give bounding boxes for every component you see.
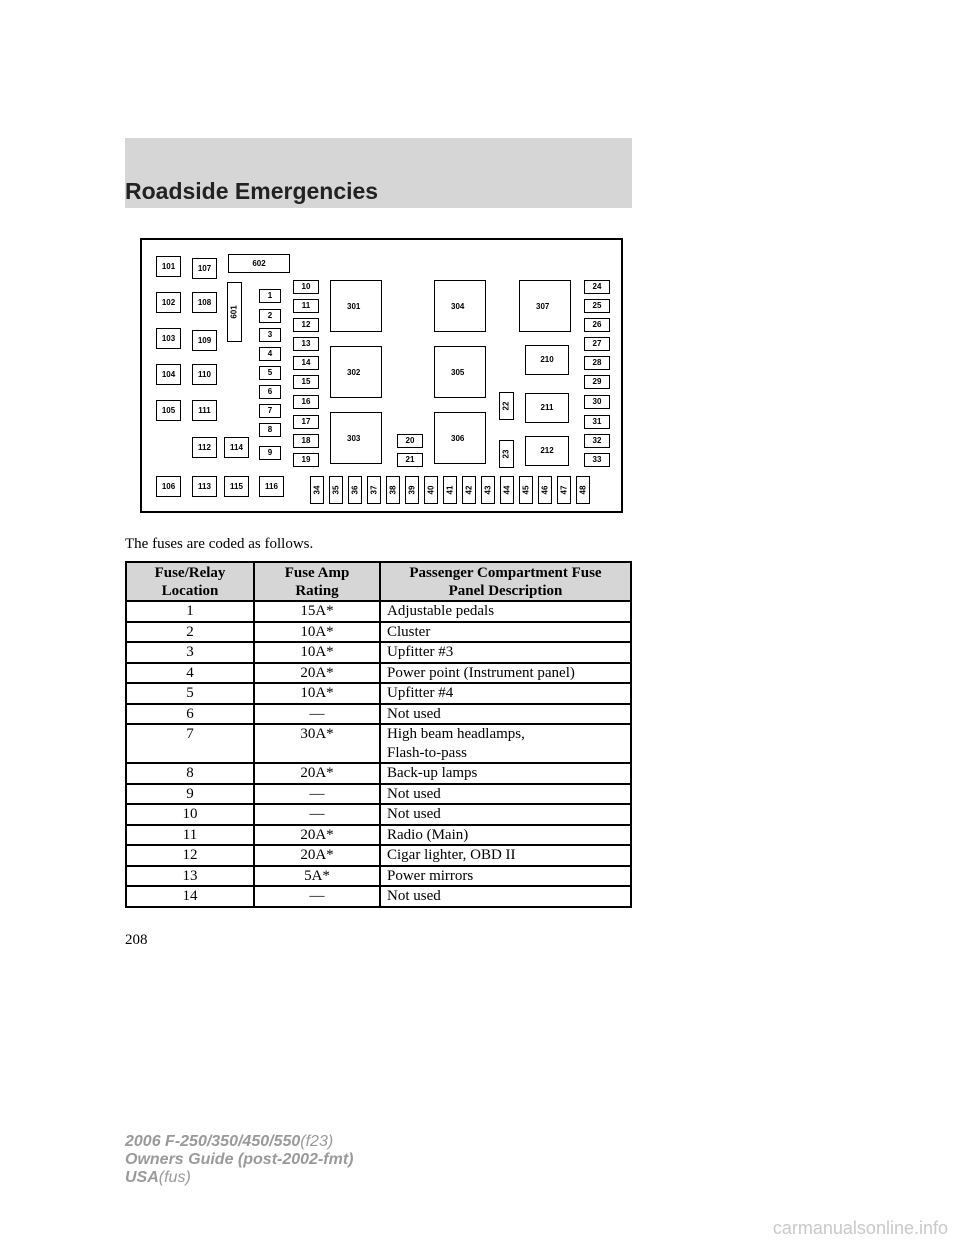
fuse-48 (576, 476, 590, 504)
fuse-3 (259, 328, 281, 342)
fuse-label: 38 (388, 485, 397, 495)
fuse-label: 37 (369, 485, 378, 495)
fuse-label: 16 (301, 397, 311, 406)
table-row (126, 642, 631, 663)
fuse-label: 110 (198, 369, 211, 379)
cell-description: Adjustable pedals (380, 601, 631, 622)
cell-location: 5 (126, 683, 254, 704)
fuse-label: 17 (301, 417, 311, 426)
fuse-44 (500, 476, 514, 504)
fuse-28 (584, 356, 610, 370)
fuse-20 (397, 434, 423, 448)
fuse-label: 108 (197, 297, 212, 307)
fuse-label: 23 (501, 449, 511, 459)
fuse-label: 104 (161, 369, 176, 379)
fuse-label: 116 (265, 481, 278, 491)
cell-location: 1 (126, 601, 254, 622)
fuse-label: 21 (405, 455, 415, 464)
fuse-label: 29 (592, 377, 602, 386)
fuse-10 (293, 280, 319, 294)
fuse-210 (525, 345, 569, 375)
fuse-31 (584, 415, 610, 429)
cell-rating: 15A* (254, 601, 380, 622)
fuse-104 (156, 364, 181, 385)
fuse-304 (434, 280, 486, 332)
cell-description: Not used (380, 784, 631, 805)
cell-description: Power point (Instrument panel) (380, 663, 631, 684)
fuse-4 (259, 347, 281, 361)
table-row (126, 845, 631, 866)
cell-rating: 20A* (254, 763, 380, 784)
cell-location: 10 (126, 804, 254, 825)
fuse-42 (462, 476, 476, 504)
cell-location: 12 (126, 845, 254, 866)
table-row (126, 663, 631, 684)
footer-market: USA (125, 1169, 159, 1186)
fuse-17 (293, 415, 319, 429)
cell-rating: 10A* (254, 642, 380, 663)
footer-model: 2006 F-250/350/450/550 (125, 1133, 301, 1150)
cell-rating: — (254, 704, 380, 725)
fuse-106 (156, 476, 181, 497)
fuse-label: 301 (347, 302, 361, 311)
fuse-label: 107 (197, 263, 212, 273)
fuse-43 (481, 476, 495, 504)
fuse-label: 302 (347, 368, 361, 377)
fuse-panel-diagram (140, 238, 623, 513)
fuse-label: 212 (540, 446, 554, 455)
fuse-302 (330, 346, 382, 398)
table-row (126, 784, 631, 805)
fuse-label: 9 (267, 448, 273, 457)
fuse-11 (293, 299, 319, 313)
fuse-label: 33 (592, 455, 602, 464)
fuse-16 (293, 395, 319, 409)
fuse-112 (192, 437, 217, 458)
footer (125, 1133, 353, 1187)
fuse-label: 211 (540, 403, 554, 412)
fuse-5 (259, 366, 281, 380)
fuse-108 (192, 292, 217, 313)
fuse-601 (227, 282, 242, 342)
table-row (126, 866, 631, 887)
fuse-label: 43 (483, 485, 492, 495)
fuse-label: 106 (161, 481, 176, 491)
fuse-113 (192, 476, 217, 497)
fuse-label: 3 (267, 330, 273, 339)
fuse-45 (519, 476, 533, 504)
fuse-label: 45 (521, 485, 530, 495)
fuse-label: 48 (578, 485, 587, 495)
fuse-301 (330, 280, 382, 332)
fuse-14 (293, 356, 319, 370)
fuse-label: 20 (405, 436, 415, 445)
cell-description: Not used (380, 804, 631, 825)
fuse-label: 25 (592, 301, 602, 310)
fuse-211 (525, 393, 569, 423)
fuse-305 (434, 346, 486, 398)
footer-model-code: (f23) (300, 1133, 334, 1150)
fuse-23 (499, 440, 514, 468)
fuse-114 (224, 437, 249, 458)
table-row (126, 825, 631, 846)
fuse-30 (584, 395, 610, 409)
fuse-label: 35 (331, 485, 340, 495)
fuse-12 (293, 318, 319, 332)
table-header-row (126, 562, 631, 601)
fuse-label: 1 (267, 291, 273, 300)
header-rating: Fuse Amp Rating (254, 562, 380, 601)
cell-rating: 20A* (254, 845, 380, 866)
fuse-22 (499, 392, 514, 420)
fuse-102 (156, 292, 181, 313)
fuse-8 (259, 423, 281, 437)
fuse-label: 101 (161, 261, 176, 271)
fuse-label: 4 (267, 349, 273, 358)
fuse-label: 32 (592, 436, 602, 445)
fuse-label: 24 (592, 282, 602, 291)
page-number: 208 (125, 932, 148, 948)
fuse-6 (259, 385, 281, 399)
cell-rating: 10A* (254, 622, 380, 643)
cell-rating: 10A* (254, 683, 380, 704)
fuse-105 (156, 400, 181, 421)
fuse-36 (348, 476, 362, 504)
cell-location: 3 (126, 642, 254, 663)
fuse-label: 46 (540, 485, 549, 495)
fuse-label: 30 (592, 397, 602, 406)
fuse-19 (293, 453, 319, 467)
cell-location: 6 (126, 704, 254, 725)
cell-description: High beam headlamps, Flash-to-pass (380, 724, 631, 763)
fuse-101 (156, 256, 181, 277)
fuse-32 (584, 434, 610, 448)
fuse-33 (584, 453, 610, 467)
cell-description: Back-up lamps (380, 763, 631, 784)
fuse-label: 5 (267, 368, 273, 377)
fuse-label: 12 (301, 320, 311, 329)
fuse-label: 26 (592, 320, 602, 329)
fuse-label: 40 (426, 485, 435, 495)
fuse-label: 6 (267, 387, 273, 396)
cell-rating: 20A* (254, 663, 380, 684)
fuse-7 (259, 404, 281, 418)
fuse-9 (259, 446, 281, 460)
cell-rating: 20A* (254, 825, 380, 846)
fuse-13 (293, 337, 319, 351)
cell-rating: 5A* (254, 866, 380, 887)
fuse-2 (259, 309, 281, 323)
fuse-39 (405, 476, 419, 504)
cell-location: 7 (126, 724, 254, 763)
fuse-label: 18 (301, 436, 311, 445)
fuse-37 (367, 476, 381, 504)
header-description: Passenger Compartment Fuse Panel Description (380, 562, 631, 601)
cell-location: 14 (126, 886, 254, 907)
cell-location: 2 (126, 622, 254, 643)
fuse-label: 303 (347, 434, 361, 443)
cell-location: 8 (126, 763, 254, 784)
fuse-34 (310, 476, 324, 504)
table-row (126, 622, 631, 643)
fuse-label: 27 (592, 339, 602, 348)
fuse-111 (192, 400, 217, 421)
cell-description: Upfitter #4 (380, 683, 631, 704)
cell-rating: — (254, 804, 380, 825)
fuse-label: 44 (502, 485, 511, 495)
fuse-label: 305 (451, 368, 465, 377)
table-row (126, 724, 631, 763)
fuse-116 (259, 476, 284, 497)
fuse-303 (330, 412, 382, 464)
fuse-47 (557, 476, 571, 504)
fuse-label: 103 (161, 333, 176, 343)
fuse-label: 41 (445, 485, 454, 495)
fuse-103 (156, 328, 181, 349)
fuse-38 (386, 476, 400, 504)
fuse-label: 39 (407, 485, 416, 495)
fuse-107 (192, 258, 217, 279)
fuse-41 (443, 476, 457, 504)
fuse-label: 22 (501, 401, 511, 411)
header-location: Fuse/Relay Location (126, 562, 254, 601)
fuse-35 (329, 476, 343, 504)
cell-description: Cluster (380, 622, 631, 643)
fuse-label: 8 (267, 425, 273, 434)
fuse-label: 42 (464, 485, 473, 495)
table-row (126, 886, 631, 907)
fuse-label: 210 (540, 355, 554, 364)
fuse-29 (584, 375, 610, 389)
fuse-18 (293, 434, 319, 448)
cell-rating: — (254, 886, 380, 907)
fuse-label: 36 (350, 485, 359, 495)
fuse-label: 19 (301, 455, 311, 464)
table-row (126, 763, 631, 784)
fuse-label: 111 (198, 405, 211, 415)
page-title: Roadside Emergencies (125, 178, 379, 204)
fuse-26 (584, 318, 610, 332)
fuse-25 (584, 299, 610, 313)
fuse-212 (525, 436, 569, 466)
fuse-602 (228, 254, 290, 273)
fuse-21 (397, 453, 423, 467)
fuse-label: 602 (252, 258, 266, 268)
fuse-label: 304 (451, 302, 465, 311)
fuse-46 (538, 476, 552, 504)
cell-location: 4 (126, 663, 254, 684)
fuse-label: 31 (592, 417, 602, 426)
cell-description: Power mirrors (380, 866, 631, 887)
cell-description: Radio (Main) (380, 825, 631, 846)
fuse-306 (434, 412, 486, 464)
fuse-label: 109 (197, 335, 212, 345)
fuse-label: 13 (301, 339, 311, 348)
fuse-label: 307 (536, 302, 550, 311)
fuse-label: 601 (229, 305, 239, 319)
table-row (126, 804, 631, 825)
fuse-label: 28 (592, 358, 602, 367)
fuse-label: 102 (161, 297, 176, 307)
table-row (126, 601, 631, 622)
table-row (126, 683, 631, 704)
fuse-label: 14 (301, 358, 311, 367)
fuse-label: 2 (267, 311, 273, 320)
fuse-label: 105 (161, 405, 176, 415)
fuse-label: 10 (301, 282, 311, 291)
fuse-label: 114 (230, 442, 243, 452)
fuse-label: 47 (559, 485, 568, 495)
fuse-label: 11 (301, 301, 311, 310)
footer-market-code: (fus) (158, 1169, 191, 1186)
fuse-109 (192, 330, 217, 351)
watermark: carmanualsonline.info (772, 1218, 948, 1238)
fuse-label: 7 (267, 406, 273, 415)
cell-description: Not used (380, 886, 631, 907)
fuse-label: 113 (198, 481, 211, 491)
footer-guide: Owners Guide (post-2002-fmt) (125, 1151, 354, 1168)
fuse-40 (424, 476, 438, 504)
cell-description: Upfitter #3 (380, 642, 631, 663)
cell-location: 11 (126, 825, 254, 846)
cell-rating: — (254, 784, 380, 805)
fuse-label: 15 (301, 377, 311, 386)
fuse-110 (192, 364, 217, 385)
fuse-115 (224, 476, 249, 497)
fuse-307 (519, 280, 571, 332)
fuse-label: 115 (230, 481, 243, 491)
fuse-24 (584, 280, 610, 294)
cell-rating: 30A* (254, 724, 380, 763)
cell-description: Cigar lighter, OBD II (380, 845, 631, 866)
cell-location: 13 (126, 866, 254, 887)
fuse-table (125, 561, 632, 908)
fuse-15 (293, 375, 319, 389)
fuse-1 (259, 289, 281, 303)
cell-description: Not used (380, 704, 631, 725)
cell-location: 9 (126, 784, 254, 805)
intro-text: The fuses are coded as follows. (125, 536, 314, 552)
table-row (126, 704, 631, 725)
fuse-label: 306 (451, 434, 465, 443)
fuse-label: 112 (198, 442, 211, 452)
fuse-27 (584, 337, 610, 351)
fuse-label: 34 (312, 485, 321, 495)
